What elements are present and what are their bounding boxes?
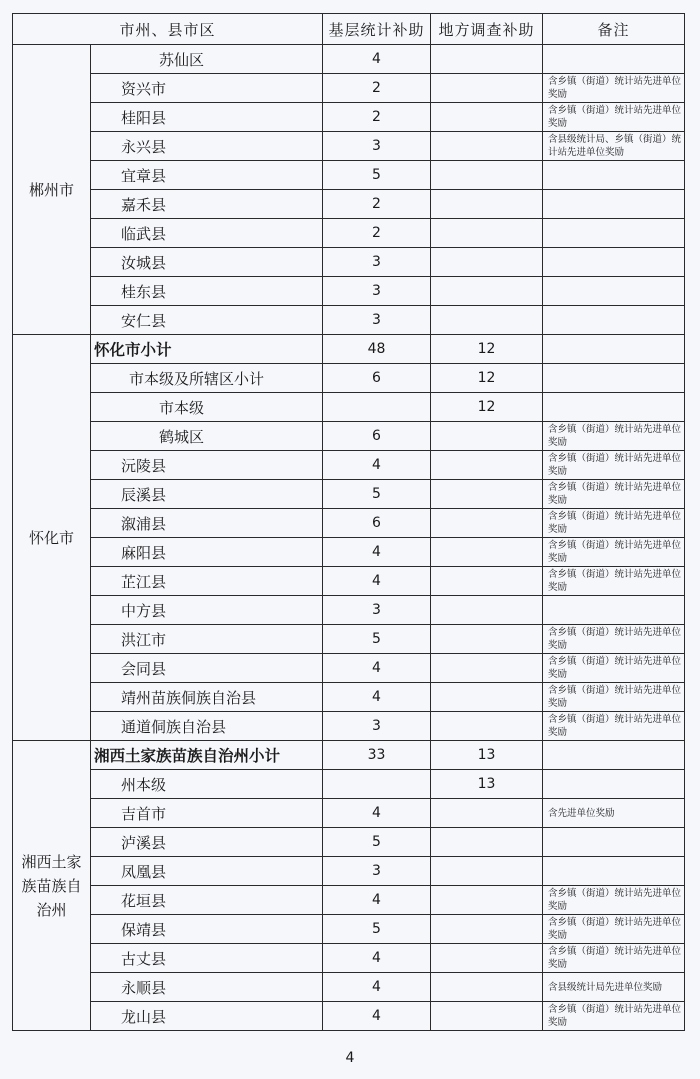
- county-cell: 花垣县: [91, 886, 323, 915]
- local-subsidy-cell: [431, 538, 543, 567]
- note-cell: 含乡镇（街道）统计站先进单位奖励: [543, 944, 685, 973]
- note-cell: [543, 45, 685, 74]
- table-row: [13, 335, 685, 364]
- local-subsidy-cell: [431, 219, 543, 248]
- table-row: [13, 45, 685, 74]
- table-row: [13, 219, 685, 248]
- base-subsidy-cell: 5: [323, 480, 431, 509]
- county-cell: 芷江县: [91, 567, 323, 596]
- base-subsidy-cell: 5: [323, 161, 431, 190]
- note-cell: 含乡镇（街道）统计站先进单位奖励: [543, 625, 685, 654]
- base-subsidy-cell: 3: [323, 857, 431, 886]
- base-subsidy-cell: 33: [323, 741, 431, 770]
- table-row: [13, 103, 685, 132]
- local-subsidy-cell: [431, 480, 543, 509]
- local-subsidy-cell: [431, 886, 543, 915]
- base-subsidy-cell: 3: [323, 248, 431, 277]
- local-subsidy-cell: [431, 973, 543, 1002]
- page-number: 4: [345, 1050, 355, 1066]
- table-row: [13, 596, 685, 625]
- base-subsidy-cell: 4: [323, 886, 431, 915]
- local-subsidy-cell: [431, 944, 543, 973]
- base-subsidy-cell: 2: [323, 190, 431, 219]
- city-cell: 怀化市: [13, 335, 91, 741]
- table-row: [13, 74, 685, 103]
- table-row: [13, 480, 685, 509]
- base-subsidy-cell: 5: [323, 625, 431, 654]
- table-row: [13, 161, 685, 190]
- base-subsidy-cell: 48: [323, 335, 431, 364]
- header-row: [13, 14, 685, 45]
- table-body: [13, 45, 685, 1031]
- county-cell: 苏仙区: [91, 45, 323, 74]
- note-cell: 含乡镇（街道）统计站先进单位奖励: [543, 480, 685, 509]
- local-subsidy-cell: [431, 509, 543, 538]
- base-subsidy-cell: 4: [323, 799, 431, 828]
- county-cell: 桂东县: [91, 277, 323, 306]
- county-cell: 靖州苗族侗族自治县: [91, 683, 323, 712]
- local-subsidy-cell: [431, 915, 543, 944]
- base-subsidy-cell: 3: [323, 306, 431, 335]
- local-subsidy-cell: [431, 161, 543, 190]
- table-row: [13, 712, 685, 741]
- note-cell: 含乡镇（街道）统计站先进单位奖励: [543, 567, 685, 596]
- note-cell: 含乡镇（街道）统计站先进单位奖励: [543, 915, 685, 944]
- note-cell: 含乡镇（街道）统计站先进单位奖励: [543, 886, 685, 915]
- county-cell: 嘉禾县: [91, 190, 323, 219]
- county-cell: 保靖县: [91, 915, 323, 944]
- table-row: [13, 364, 685, 393]
- county-cell: 辰溪县: [91, 480, 323, 509]
- note-cell: 含乡镇（街道）统计站先进单位奖励: [543, 712, 685, 741]
- county-cell: 湘西土家族苗族自治州小计: [91, 741, 323, 770]
- county-cell: 麻阳县: [91, 538, 323, 567]
- subsidy-table: [12, 13, 685, 1031]
- base-subsidy-cell: 3: [323, 596, 431, 625]
- header-local-subsidy: 地方调查补助: [431, 14, 543, 45]
- header-base-subsidy: 基层统计补助: [323, 14, 431, 45]
- base-subsidy-cell: 3: [323, 277, 431, 306]
- local-subsidy-cell: [431, 857, 543, 886]
- base-subsidy-cell: 4: [323, 654, 431, 683]
- subsidy-table-sheet: [12, 13, 684, 1031]
- county-cell: 龙山县: [91, 1002, 323, 1031]
- county-cell: 州本级: [91, 770, 323, 799]
- table-row: [13, 683, 685, 712]
- local-subsidy-cell: [431, 712, 543, 741]
- local-subsidy-cell: [431, 45, 543, 74]
- county-cell: 会同县: [91, 654, 323, 683]
- county-cell: 临武县: [91, 219, 323, 248]
- base-subsidy-cell: 4: [323, 1002, 431, 1031]
- table-row: [13, 654, 685, 683]
- table-row: [13, 1002, 685, 1031]
- base-subsidy-cell: 4: [323, 451, 431, 480]
- base-subsidy-cell: 5: [323, 828, 431, 857]
- note-cell: [543, 393, 685, 422]
- local-subsidy-cell: [431, 799, 543, 828]
- note-cell: 含乡镇（街道）统计站先进单位奖励: [543, 654, 685, 683]
- table-row: [13, 306, 685, 335]
- county-cell: 溆浦县: [91, 509, 323, 538]
- table-row: [13, 799, 685, 828]
- base-subsidy-cell: 2: [323, 219, 431, 248]
- table-row: [13, 973, 685, 1002]
- table-row: [13, 132, 685, 161]
- local-subsidy-cell: [431, 422, 543, 451]
- local-subsidy-cell: [431, 1002, 543, 1031]
- table-row: [13, 828, 685, 857]
- table-row: [13, 393, 685, 422]
- note-cell: [543, 364, 685, 393]
- note-cell: [543, 306, 685, 335]
- table-row: [13, 625, 685, 654]
- local-subsidy-cell: 13: [431, 770, 543, 799]
- table-row: [13, 277, 685, 306]
- note-cell: 含先进单位奖励: [543, 799, 685, 828]
- local-subsidy-cell: 12: [431, 335, 543, 364]
- county-cell: 安仁县: [91, 306, 323, 335]
- note-cell: [543, 161, 685, 190]
- county-cell: 永顺县: [91, 973, 323, 1002]
- local-subsidy-cell: [431, 625, 543, 654]
- county-cell: 古丈县: [91, 944, 323, 973]
- local-subsidy-cell: 13: [431, 741, 543, 770]
- county-cell: 沅陵县: [91, 451, 323, 480]
- base-subsidy-cell: [323, 770, 431, 799]
- base-subsidy-cell: [323, 393, 431, 422]
- base-subsidy-cell: 4: [323, 567, 431, 596]
- note-cell: [543, 857, 685, 886]
- note-cell: [543, 219, 685, 248]
- base-subsidy-cell: 6: [323, 509, 431, 538]
- base-subsidy-cell: 3: [323, 712, 431, 741]
- table-row: [13, 567, 685, 596]
- table-row: [13, 451, 685, 480]
- table-row: [13, 857, 685, 886]
- local-subsidy-cell: [431, 74, 543, 103]
- note-cell: 含乡镇（街道）统计站先进单位奖励: [543, 74, 685, 103]
- county-cell: 市本级及所辖区小计: [91, 364, 323, 393]
- county-cell: 怀化市小计: [91, 335, 323, 364]
- local-subsidy-cell: [431, 683, 543, 712]
- base-subsidy-cell: 6: [323, 422, 431, 451]
- note-cell: 含县级统计局先进单位奖励: [543, 973, 685, 1002]
- note-cell: [543, 741, 685, 770]
- base-subsidy-cell: 2: [323, 103, 431, 132]
- table-row: [13, 248, 685, 277]
- county-cell: 宜章县: [91, 161, 323, 190]
- base-subsidy-cell: 4: [323, 45, 431, 74]
- note-cell: 含乡镇（街道）统计站先进单位奖励: [543, 683, 685, 712]
- table-row: [13, 538, 685, 567]
- county-cell: 洪江市: [91, 625, 323, 654]
- note-cell: [543, 770, 685, 799]
- local-subsidy-cell: [431, 654, 543, 683]
- table-row: [13, 741, 685, 770]
- note-cell: [543, 335, 685, 364]
- table-row: [13, 944, 685, 973]
- local-subsidy-cell: [431, 277, 543, 306]
- table-row: [13, 422, 685, 451]
- local-subsidy-cell: [431, 248, 543, 277]
- header-note: 备注: [543, 14, 685, 45]
- table-row: [13, 915, 685, 944]
- county-cell: 资兴市: [91, 74, 323, 103]
- base-subsidy-cell: 4: [323, 944, 431, 973]
- base-subsidy-cell: 6: [323, 364, 431, 393]
- local-subsidy-cell: [431, 596, 543, 625]
- note-cell: 含乡镇（街道）统计站先进单位奖励: [543, 451, 685, 480]
- local-subsidy-cell: [431, 451, 543, 480]
- note-cell: 含乡镇（街道）统计站先进单位奖励: [543, 538, 685, 567]
- county-cell: 汝城县: [91, 248, 323, 277]
- base-subsidy-cell: 2: [323, 74, 431, 103]
- note-cell: [543, 828, 685, 857]
- local-subsidy-cell: [431, 132, 543, 161]
- note-cell: [543, 248, 685, 277]
- county-cell: 中方县: [91, 596, 323, 625]
- local-subsidy-cell: [431, 306, 543, 335]
- table-row: [13, 886, 685, 915]
- table-row: [13, 509, 685, 538]
- base-subsidy-cell: 5: [323, 915, 431, 944]
- county-cell: 市本级: [91, 393, 323, 422]
- note-cell: [543, 596, 685, 625]
- note-cell: 含乡镇（街道）统计站先进单位奖励: [543, 103, 685, 132]
- note-cell: 含乡镇（街道）统计站先进单位奖励: [543, 1002, 685, 1031]
- local-subsidy-cell: 12: [431, 393, 543, 422]
- local-subsidy-cell: [431, 567, 543, 596]
- county-cell: 通道侗族自治县: [91, 712, 323, 741]
- table-row: [13, 770, 685, 799]
- county-cell: 永兴县: [91, 132, 323, 161]
- county-cell: 桂阳县: [91, 103, 323, 132]
- county-cell: 吉首市: [91, 799, 323, 828]
- note-cell: 含乡镇（街道）统计站先进单位奖励: [543, 422, 685, 451]
- county-cell: 鹤城区: [91, 422, 323, 451]
- city-cell: 郴州市: [13, 45, 91, 335]
- city-cell: 湘西土家族苗族自治州: [13, 741, 91, 1031]
- local-subsidy-cell: [431, 828, 543, 857]
- table-row: [13, 190, 685, 219]
- local-subsidy-cell: [431, 190, 543, 219]
- header-city-county: 市州、县市区: [13, 14, 323, 45]
- base-subsidy-cell: 4: [323, 538, 431, 567]
- note-cell: 含乡镇（街道）统计站先进单位奖励: [543, 509, 685, 538]
- note-cell: [543, 277, 685, 306]
- note-cell: [543, 190, 685, 219]
- county-cell: 泸溪县: [91, 828, 323, 857]
- base-subsidy-cell: 4: [323, 683, 431, 712]
- note-cell: 含县级统计局、乡镇（街道）统计站先进单位奖励: [543, 132, 685, 161]
- local-subsidy-cell: [431, 103, 543, 132]
- base-subsidy-cell: 4: [323, 973, 431, 1002]
- local-subsidy-cell: 12: [431, 364, 543, 393]
- county-cell: 凤凰县: [91, 857, 323, 886]
- base-subsidy-cell: 3: [323, 132, 431, 161]
